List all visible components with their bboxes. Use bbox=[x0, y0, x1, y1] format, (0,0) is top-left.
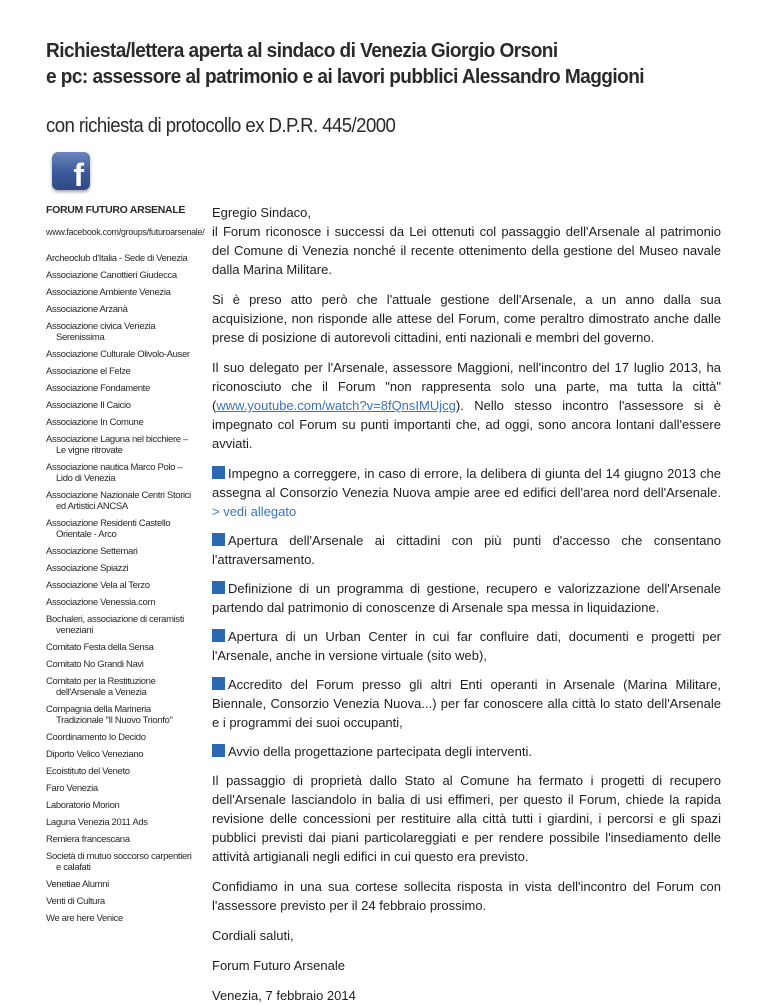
association-item: Compagnia della Marineria Tradizionale "Il Nuovo Trionfo" bbox=[46, 704, 173, 726]
blue-square-bullet-icon bbox=[212, 744, 225, 757]
sidebar-url[interactable]: www.facebook.com/groups/futuroarsenale/ bbox=[46, 227, 205, 237]
title-line-1: Richiesta/lettera aperta al sindaco di Venezia Giorgio Orsoni bbox=[46, 39, 558, 62]
bullet-item bbox=[212, 579, 721, 617]
letter-opening bbox=[212, 203, 721, 279]
association-item: Associazione Fondamente bbox=[46, 383, 150, 394]
association-item: Coordinamento Io Decido bbox=[46, 732, 146, 743]
blue-square-bullet-icon bbox=[212, 533, 225, 546]
association-item: Associazione Spiazzi bbox=[46, 563, 129, 574]
association-item: Associazione Canottieri Giudecca bbox=[46, 270, 177, 281]
bullet-item bbox=[212, 627, 721, 665]
document-title bbox=[46, 38, 697, 90]
association-item: Associazione Residenti Castello Orientale - Arco bbox=[46, 518, 171, 540]
association-item: Associazione Vela al Terzo bbox=[46, 580, 150, 591]
document-subtitle: con richiesta di protocollo ex D.P.R. 445/2000 bbox=[46, 115, 396, 137]
place-date: Venezia, 7 febbraio 2014 bbox=[212, 988, 356, 1003]
title-line-2: e pc: assessore al patrimonio e ai lavori pubblici Alessandro Maggioni bbox=[46, 65, 645, 88]
association-item: Associazione Ambiente Venezia bbox=[46, 287, 171, 298]
bullet-item bbox=[212, 464, 721, 521]
association-item: Comitato per la Restituzione dell'Arsenale a Venezia bbox=[46, 676, 156, 698]
association-item: Associazione civica Venezia Serenissima bbox=[46, 321, 156, 343]
association-item: Associazione Nazionale Centri Storici ed Artistici ANCSA bbox=[46, 490, 191, 512]
association-item: Archeoclub d'Italia - Sede di Venezia bbox=[46, 253, 188, 264]
signature: Forum Futuro Arsenale bbox=[212, 958, 345, 973]
association-item: Venti di Cultura bbox=[46, 896, 105, 907]
association-item: Associazione el Felze bbox=[46, 366, 131, 377]
paragraph-2: Si è preso atto però che l'attuale gestione dell'Arsenale, a un anno dalla sua acquisizione, non risponde alle attese del Forum, come peraltro dimostrato anche dalle prese di posizione di autorevoli cittadini, enti nazionali e membri del governo. bbox=[212, 292, 721, 345]
association-item: Laboratorio Morion bbox=[46, 800, 120, 811]
association-item: Associazione Culturale Olivolo-Auser bbox=[46, 349, 190, 360]
blue-square-bullet-icon bbox=[212, 466, 225, 479]
paragraph-1: il Forum riconosce i successi da Lei ottenuti col passaggio dell'Arsenale al patrimonio del Comune di Venezia nonché il recente ottenimento della gestione del Museo navale dalla Marina Militare. bbox=[212, 224, 721, 277]
association-item: Associazione Il Caicio bbox=[46, 400, 131, 411]
association-item: Laguna Venezia 2011 Ads bbox=[46, 817, 148, 828]
association-item: Remiera francescana bbox=[46, 834, 130, 845]
salutation: Egregio Sindaco, bbox=[212, 205, 312, 220]
association-item: Venetiae Alumni bbox=[46, 879, 109, 890]
bullet-4-text: Apertura di un Urban Center in cui far confluire dati, documenti e progetti per l'Arsenale, anche in versione virtuale (sito web), bbox=[212, 629, 721, 663]
association-item: Associazione Settemari bbox=[46, 546, 138, 557]
association-item: Associazione Venessia.com bbox=[46, 597, 156, 608]
closing: Cordiali saluti, bbox=[212, 928, 294, 943]
association-item: Associazione Arzanà bbox=[46, 304, 128, 315]
blue-square-bullet-icon bbox=[212, 581, 225, 594]
association-item: Bochaleri, associazione di ceramisti veneziani bbox=[46, 614, 184, 636]
association-item: Associazione In Comune bbox=[46, 417, 144, 428]
bullet-item bbox=[212, 675, 721, 732]
sidebar bbox=[46, 204, 205, 930]
paragraph-4: Il passaggio di proprietà dallo Stato al Comune ha fermato i progetti di recupero dell'Arsenale lasciandolo in balia di usi effimeri, per questo il Forum, chiede la rapida revisione delle concessioni per restituire alla città tutti i giardini, i percorsi e gli spazi pubblici previsti dai piani particolareggiati e per rendere possibile l'insediamento delle attività artigianali negli edifici in cui questo era previsto. bbox=[212, 773, 721, 864]
blue-square-bullet-icon bbox=[212, 629, 225, 642]
letter-body bbox=[212, 203, 721, 1005]
blue-square-bullet-icon bbox=[212, 677, 225, 690]
association-item: We are here Venice bbox=[46, 913, 123, 924]
bullet-5-text: Accredito del Forum presso gli altri Enti operanti in Arsenale (Marina Militare, Biennale, Consorzio Venezia Nuova...) per far conoscere alla città lo stato dell'Arsenale e i programmi dei suoi occupanti, bbox=[212, 677, 721, 730]
paragraph-3-text-a: Il suo delegato per l'Arsenale, assessore Maggioni, nell'incontro del 17 luglio 2013, ha riconosciuto che il Forum "non rappresenta solo una parte, ma tutta la città" ( bbox=[212, 360, 721, 413]
paragraph-5: Confidiamo in una sua cortese sollecita risposta in vista dell'incontro del Forum con l'assessore previsto per il 24 febbraio prossimo. bbox=[212, 879, 721, 913]
association-list bbox=[46, 253, 196, 924]
bullet-3-text: Definizione di un programma di gestione, recupero e valorizzazione dell'Arsenale partendo dal patrimonio di conoscenze di Arsenale spa messa in liquidazione. bbox=[212, 581, 721, 615]
bullet-item bbox=[212, 531, 721, 569]
bullet-2-text: Apertura dell'Arsenale ai cittadini con più punti d'accesso che consentano l'attraversamento. bbox=[212, 533, 721, 567]
paragraph-3-text-b: ). Nello stesso incontro l'assessore si è impegnato col Forum su punti importanti che, ad oggi, sono ancora lontani dall'essere avviati. bbox=[212, 398, 721, 451]
bullet-6-text: Avvio della progettazione partecipata degli interventi. bbox=[228, 744, 533, 759]
paragraph-3 bbox=[212, 358, 721, 453]
association-item: Comitato No Grandi Navi bbox=[46, 659, 144, 670]
association-item: Associazione nautica Marco Polo – Lido di Venezia bbox=[46, 462, 183, 484]
association-item: Ecoistituto del Veneto bbox=[46, 766, 130, 777]
youtube-link[interactable]: www.youtube.com/watch?v=8fQnsIMUjcg bbox=[216, 398, 456, 413]
association-item: Società di mutuo soccorso carpentieri e calafati bbox=[46, 851, 192, 873]
facebook-icon[interactable]: f bbox=[52, 152, 90, 190]
attachment-link[interactable]: > vedi allegato bbox=[212, 504, 297, 519]
bullet-1-text: Impegno a correggere, in caso di errore, la delibera di giunta del 14 giugno 2013 che assegna al Consorzio Venezia Nuova ampie aree ed edifici dell'area nord dell'Arsenale. bbox=[212, 466, 721, 500]
association-item: Associazione Laguna nel bicchiere – Le vigne ritrovate bbox=[46, 434, 188, 456]
association-item: Comitato Festa della Sensa bbox=[46, 642, 154, 653]
association-item: Faro Venezia bbox=[46, 783, 98, 794]
bullet-item bbox=[212, 742, 721, 761]
association-item: Diporto Velico Veneziano bbox=[46, 749, 144, 760]
sidebar-title: FORUM FUTURO ARSENALE bbox=[46, 204, 186, 216]
